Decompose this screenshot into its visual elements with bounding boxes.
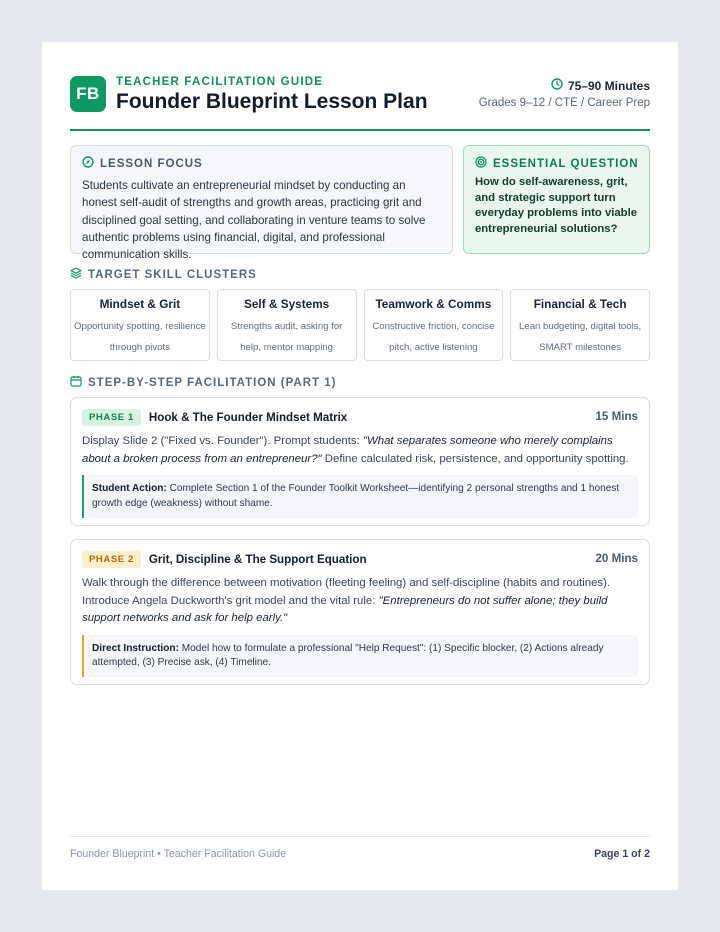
phase-text: Walk through the difference between motivation (fleeting feeling) and self-discipline (habits and routines). Introduce Angela Duckworth's grit model and the vital rule:	[82, 577, 611, 607]
lesson-focus-text: Students cultivate an entrepreneurial mindset by conducting an honest self-audit of strengths and growth areas, practicing grit and disciplined goal setting, and collaborating in venture teams to solve authentic problems using financial, digital, and professional communication skills.	[82, 179, 426, 262]
essential-question-label-row	[475, 156, 639, 171]
phase-text: Display Slide 2 ("Fixed vs. Founder"). Prompt students:	[82, 435, 363, 447]
phase-header	[82, 551, 638, 568]
duration-row	[479, 78, 650, 93]
lesson-focus-label: LESSON FOCUS	[100, 157, 203, 170]
skill-name: Financial & Tech	[533, 297, 627, 311]
page-number: Page 1 of 2	[594, 848, 650, 860]
skill-card	[217, 289, 357, 361]
steps-heading: STEP-BY-STEP FACILITATION (PART 1)	[88, 376, 337, 389]
layers-icon	[70, 267, 82, 282]
direct-instruction-callout	[82, 635, 638, 678]
skill-card	[364, 289, 504, 361]
logo-badge: FB	[70, 76, 106, 112]
phase-card-1	[70, 397, 650, 526]
page-footer	[70, 836, 650, 860]
header-kicker: TEACHER FACILITATION GUIDE	[116, 76, 324, 88]
phase-duration: 15 Mins	[595, 410, 638, 423]
phase-badge: PHASE 2	[82, 551, 141, 568]
document-header	[70, 76, 650, 131]
essential-question-label: ESSENTIAL QUESTION	[493, 157, 639, 170]
phase-badge: PHASE 1	[82, 409, 141, 426]
phase-card-2	[70, 539, 650, 685]
phase-quote: "What separates someone who merely complains about a broken process from an entrepreneur?"	[82, 435, 613, 465]
lesson-focus-box	[70, 145, 453, 262]
essential-question-text: How do self-awareness, grit, and strategic support turn everyday problems into viable entrepreneurial solutions?	[475, 176, 637, 235]
footer-text: Founder Blueprint • Teacher Facilitation Guide	[70, 848, 287, 860]
grades-text: Grades 9–12 / CTE / Career Prep	[478, 97, 650, 109]
phase-description	[82, 433, 638, 468]
phase-description	[82, 575, 638, 628]
student-action-callout	[82, 475, 638, 518]
phase-quote: "Entrepreneurs do not suffer alone; they build support networks and ask for help early."	[82, 594, 608, 624]
callout-label: Direct Instruction:	[92, 642, 179, 654]
essential-question-box	[463, 145, 650, 254]
skill-desc: Lean budgeting, digital tools, SMART milestones	[519, 321, 642, 353]
lesson-focus-label-row	[82, 156, 442, 171]
target-icon	[475, 156, 487, 171]
phase-text-end: Define calculated risk, persistence, and opportunity spotting.	[321, 452, 629, 465]
skill-card	[70, 289, 210, 361]
lesson-plan-page	[42, 42, 678, 890]
skill-clusters	[70, 289, 650, 361]
skill-desc: Constructive friction, concise pitch, active listening	[372, 321, 495, 353]
skill-name: Self & Systems	[244, 297, 330, 311]
callout-label: Student Action:	[92, 483, 167, 494]
skill-desc: Strengths audit, asking for help, mentor mapping	[230, 321, 343, 353]
page-title: Founder Blueprint Lesson Plan	[116, 90, 428, 113]
skill-name: Teamwork & Comms	[375, 297, 492, 311]
phase-header	[82, 409, 638, 426]
header-meta	[479, 78, 650, 109]
callout-text: Model how to formulate a professional "Help Request": (1) Specific blocker, (2) Actions already attempted, (3) Precise ask, (4) Timeline.	[92, 642, 604, 669]
skill-card	[510, 289, 650, 361]
duration-text: 75–90 Minutes	[567, 78, 650, 93]
steps-heading-row	[70, 375, 336, 390]
phase-title: Hook & The Founder Mindset Matrix	[148, 411, 348, 424]
skill-name: Mindset & Grit	[99, 297, 181, 311]
calendar-icon	[70, 375, 82, 390]
compass-icon	[82, 156, 94, 171]
phase-title: Grit, Discipline & The Support Equation	[148, 553, 367, 566]
clock-icon	[551, 78, 563, 93]
callout-text: Complete Section 1 of the Founder Toolkit Worksheet—identifying 2 personal strengths and 1 honest growth edge (weakness) without shame.	[92, 483, 620, 509]
skill-desc: Opportunity spotting, resilience through pivots	[74, 321, 206, 353]
skills-heading-row	[70, 267, 257, 282]
phase-duration: 20 Mins	[595, 552, 638, 565]
skills-heading: TARGET SKILL CLUSTERS	[88, 268, 257, 281]
